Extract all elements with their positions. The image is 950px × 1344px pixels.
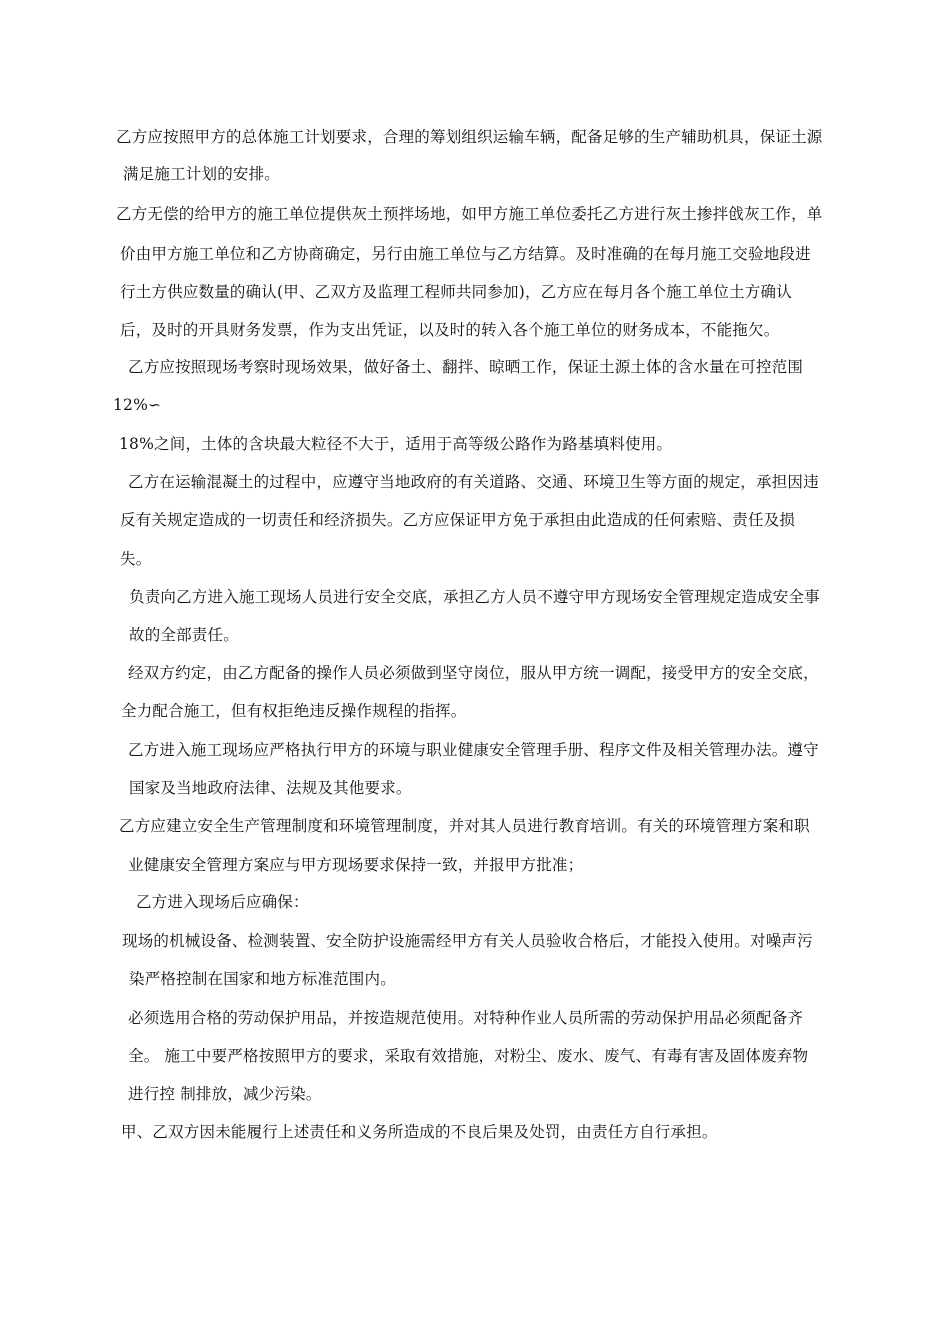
text-line-15: 经双方约定，由乙方配备的操作人员必须做到坚守岗位，服从甲方统一调配，接受甲方的安全交底， xyxy=(128,664,819,682)
text-line-22: 现场的机械设备、检测装置、安全防护设施需经甲方有关人员验收合格后，才能投入使用。对噪声污 xyxy=(122,932,813,950)
text-line-18: 国家及当地政府法律、法规及其他要求。 xyxy=(129,779,412,797)
text-line-3: 乙方无偿的给甲方的施工单位提供灰土预拌场地，如甲方施工单位委托乙方进行灰土掺拌戗灰工作，单 xyxy=(116,205,823,223)
text-line-11: 反有关规定造成的一切责任和经济损失。乙方应保证甲方免于承担由此造成的任何索赔、责任及损 xyxy=(120,511,796,529)
text-line-20: 业健康安全管理方案应与甲方现场要求保持一致，并报甲方批准； xyxy=(128,856,584,874)
text-line-26: 进行控 制排放，减少污染。 xyxy=(128,1085,322,1103)
text-line-25: 全。 施工中要严格按照甲方的要求，采取有效措施，对粉尘、废水、废气、有毒有害及固体废弃物 xyxy=(128,1047,809,1065)
text-line-21: 乙方进入现场后应确保： xyxy=(136,893,309,911)
text-line-7: 乙方应按照现场考察时现场效果，做好备土、翻拌、晾晒工作，保证土源土体的含水量在可控范围 xyxy=(128,358,804,376)
text-line-5: 行土方供应数量的确认(甲、乙双方及监理工程师共同参加)，乙方应在每月各个施工单位土方确认 xyxy=(120,283,792,301)
text-line-9: 18%之间，土体的含块最大粒径不大于，适用于高等级公路作为路基填料使用。 xyxy=(119,435,673,453)
text-line-14: 故的全部责任。 xyxy=(129,626,239,644)
text-line-17: 乙方进入施工现场应严格执行甲方的环境与职业健康安全管理手册、程序文件及相关管理办法。遵守 xyxy=(128,741,819,759)
text-line-6: 后，及时的开具财务发票，作为支出凭证，以及时的转入各个施工单位的财务成本，不能拖欠。 xyxy=(120,321,780,339)
text-line-1: 乙方应按照甲方的总体施工计划要求，合理的筹划组织运输车辆，配备足够的生产辅助机具，保证土源 xyxy=(116,128,823,146)
text-line-10: 乙方在运输混凝土的过程中，应遵守当地政府的有关道路、交通、环境卫生等方面的规定，承担因违 xyxy=(128,473,819,491)
text-line-23: 染严格控制在国家和地方标准范围内。 xyxy=(129,970,396,988)
text-line-2: 满足施工计划的安排。 xyxy=(123,165,281,183)
text-line-8: 12%∽ xyxy=(113,396,162,414)
text-line-13: 负责向乙方进入施工现场人员进行安全交底，承担乙方人员不遵守甲方现场安全管理规定造成安全事 xyxy=(129,588,820,606)
text-line-12: 失。 xyxy=(120,550,152,568)
text-line-4: 价由甲方施工单位和乙方协商确定，另行由施工单位与乙方结算。及时准确的在每月施工交验地段进 xyxy=(120,245,811,263)
text-line-27: 甲、乙双方因未能履行上述责任和义务所造成的不良后果及处罚，由责任方自行承担。 xyxy=(121,1123,718,1141)
text-line-24: 必须选用合格的劳动保护用品，并按造规范使用。对特种作业人员所需的劳动保护用品必须配备齐 xyxy=(128,1009,804,1027)
text-line-16: 全力配合施工，但有权拒绝违反操作规程的指挥。 xyxy=(121,702,467,720)
text-line-19: 乙方应建立安全生产管理制度和环境管理制度，并对其人员进行教育培训。有关的环境管理方案和职 xyxy=(119,817,810,835)
